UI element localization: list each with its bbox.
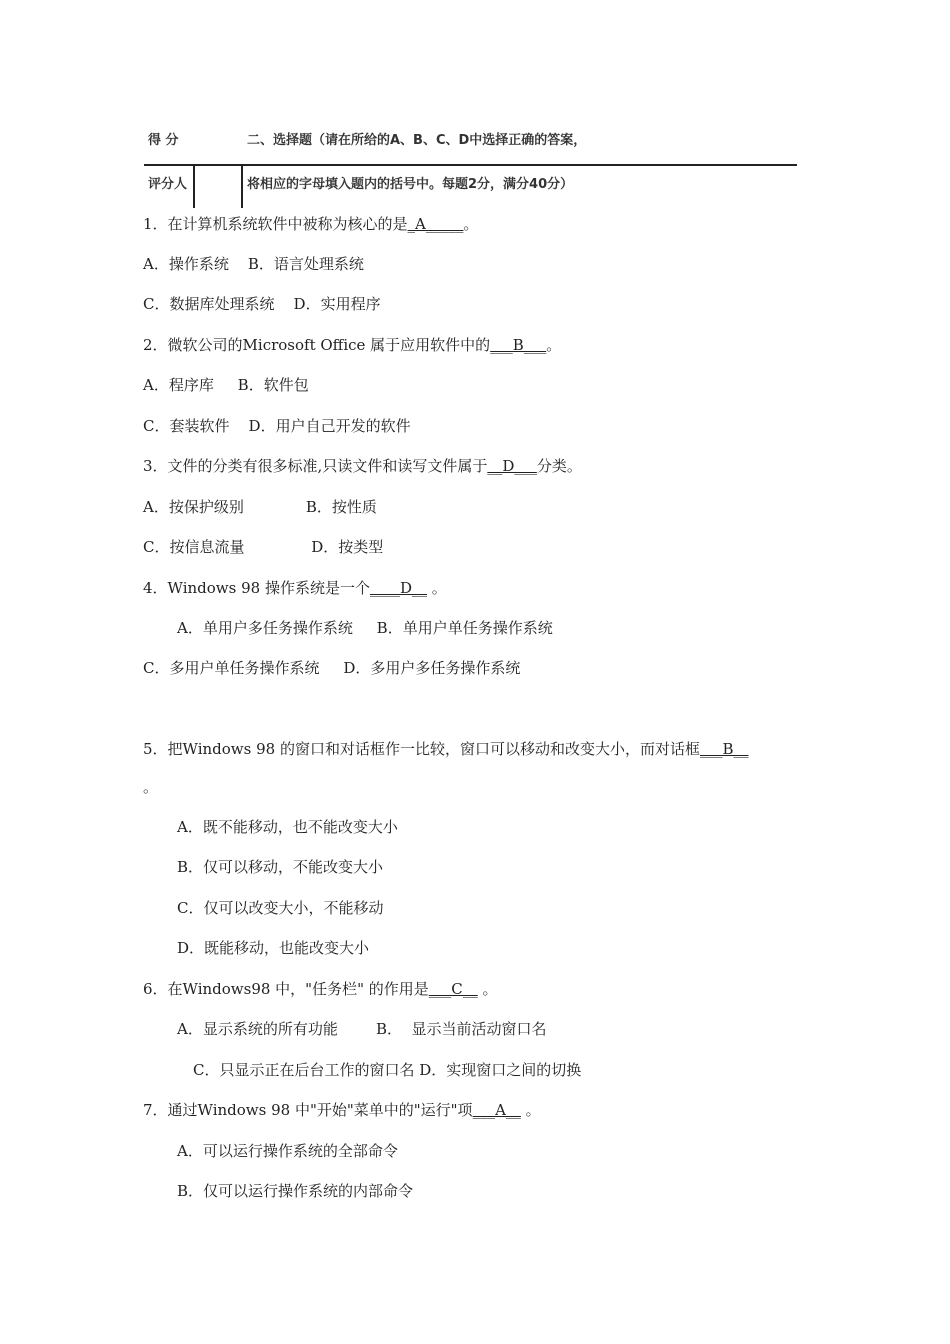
- stem-text: 5．把Windows 98 的窗口和对话框作一比较，窗口可以移动和改变大小，而对话框: [143, 740, 700, 758]
- option-line: C．多用户单任务操作系统 D．多用户多任务操作系统: [143, 659, 521, 677]
- option-line: C．数据库处理系统 D．实用程序: [143, 295, 381, 313]
- stem-text: 2．微软公司的Microsoft Office 属于应用软件中的: [143, 336, 491, 354]
- stem-text: 。: [463, 215, 479, 233]
- answer-blank: ____D__: [369, 579, 427, 597]
- section-title: 二、选择题（请在所给的A、B、C、D中选择正确的答案，: [247, 133, 587, 148]
- option-line: C．仅可以改变大小，不能移动: [177, 899, 384, 917]
- option-line: D．既能移动，也能改变大小: [177, 939, 370, 957]
- question-stem: [143, 334, 561, 355]
- option-line: A．单用户多任务操作系统 B．单用户单任务操作系统: [177, 619, 553, 637]
- score-label: 得 分: [148, 133, 179, 148]
- stem-text: 。: [426, 579, 447, 597]
- option-line: C．按信息流量 D．按类型: [143, 538, 384, 556]
- option-line: C．套装软件 D．用户自己开发的软件: [143, 417, 411, 435]
- question-stem: [143, 738, 748, 759]
- stem-text: 3．文件的分类有很多标准,只读文件和读写文件属于: [143, 457, 488, 475]
- header-divider: [193, 166, 195, 208]
- stem-text: 1．在计算机系统软件中被称为核心的是: [143, 215, 408, 233]
- option-line: B．仅可以运行操作系统的内部命令: [177, 1182, 414, 1200]
- option-line: A．显示系统的所有功能 B． 显示当前活动窗口名: [177, 1020, 547, 1038]
- stem-text: 分类。: [536, 457, 582, 475]
- stem-continuation: 。: [143, 778, 159, 796]
- answer-blank: ___C__: [428, 980, 478, 998]
- option-line: A．既不能移动，也不能改变大小: [177, 818, 398, 836]
- question-stem: [143, 455, 582, 476]
- option-line: A．操作系统 B．语言处理系统: [143, 255, 364, 273]
- answer-blank: _A_____: [407, 215, 464, 233]
- stem-text: 4．Windows 98 操作系统是一个: [143, 579, 370, 597]
- question-stem: [143, 577, 447, 598]
- answer-blank: ___A__: [472, 1101, 521, 1119]
- question-stem: [143, 213, 478, 234]
- answer-blank: ___B___: [490, 336, 547, 354]
- question-stem: [143, 978, 498, 999]
- stem-text: 6．在Windows98 中，"任务栏" 的作用是: [143, 980, 429, 998]
- header-divider: [241, 166, 243, 208]
- option-line: A．按保护级别 B．按性质: [143, 498, 377, 516]
- stem-text: 7．通过Windows 98 中"开始"菜单中的"运行"项: [143, 1101, 473, 1119]
- stem-text: 。: [520, 1101, 541, 1119]
- section-instructions: 将相应的字母填入题内的括号中。每题2分，满分40分）: [247, 177, 574, 192]
- question-stem: [143, 1099, 541, 1120]
- option-line: A．可以运行操作系统的全部命令: [177, 1142, 398, 1160]
- option-line: A．程序库 B．软件包: [143, 376, 309, 394]
- answer-blank: ___B__: [699, 740, 749, 758]
- option-line: C．只显示正在后台工作的窗口名 D．实现窗口之间的切换: [193, 1061, 582, 1079]
- answer-blank: __D___: [487, 457, 537, 475]
- option-line: B．仅可以移动，不能改变大小: [177, 858, 384, 876]
- stem-text: 。: [546, 336, 562, 354]
- grader-label: 评分人: [148, 177, 188, 192]
- stem-text: 。: [477, 980, 498, 998]
